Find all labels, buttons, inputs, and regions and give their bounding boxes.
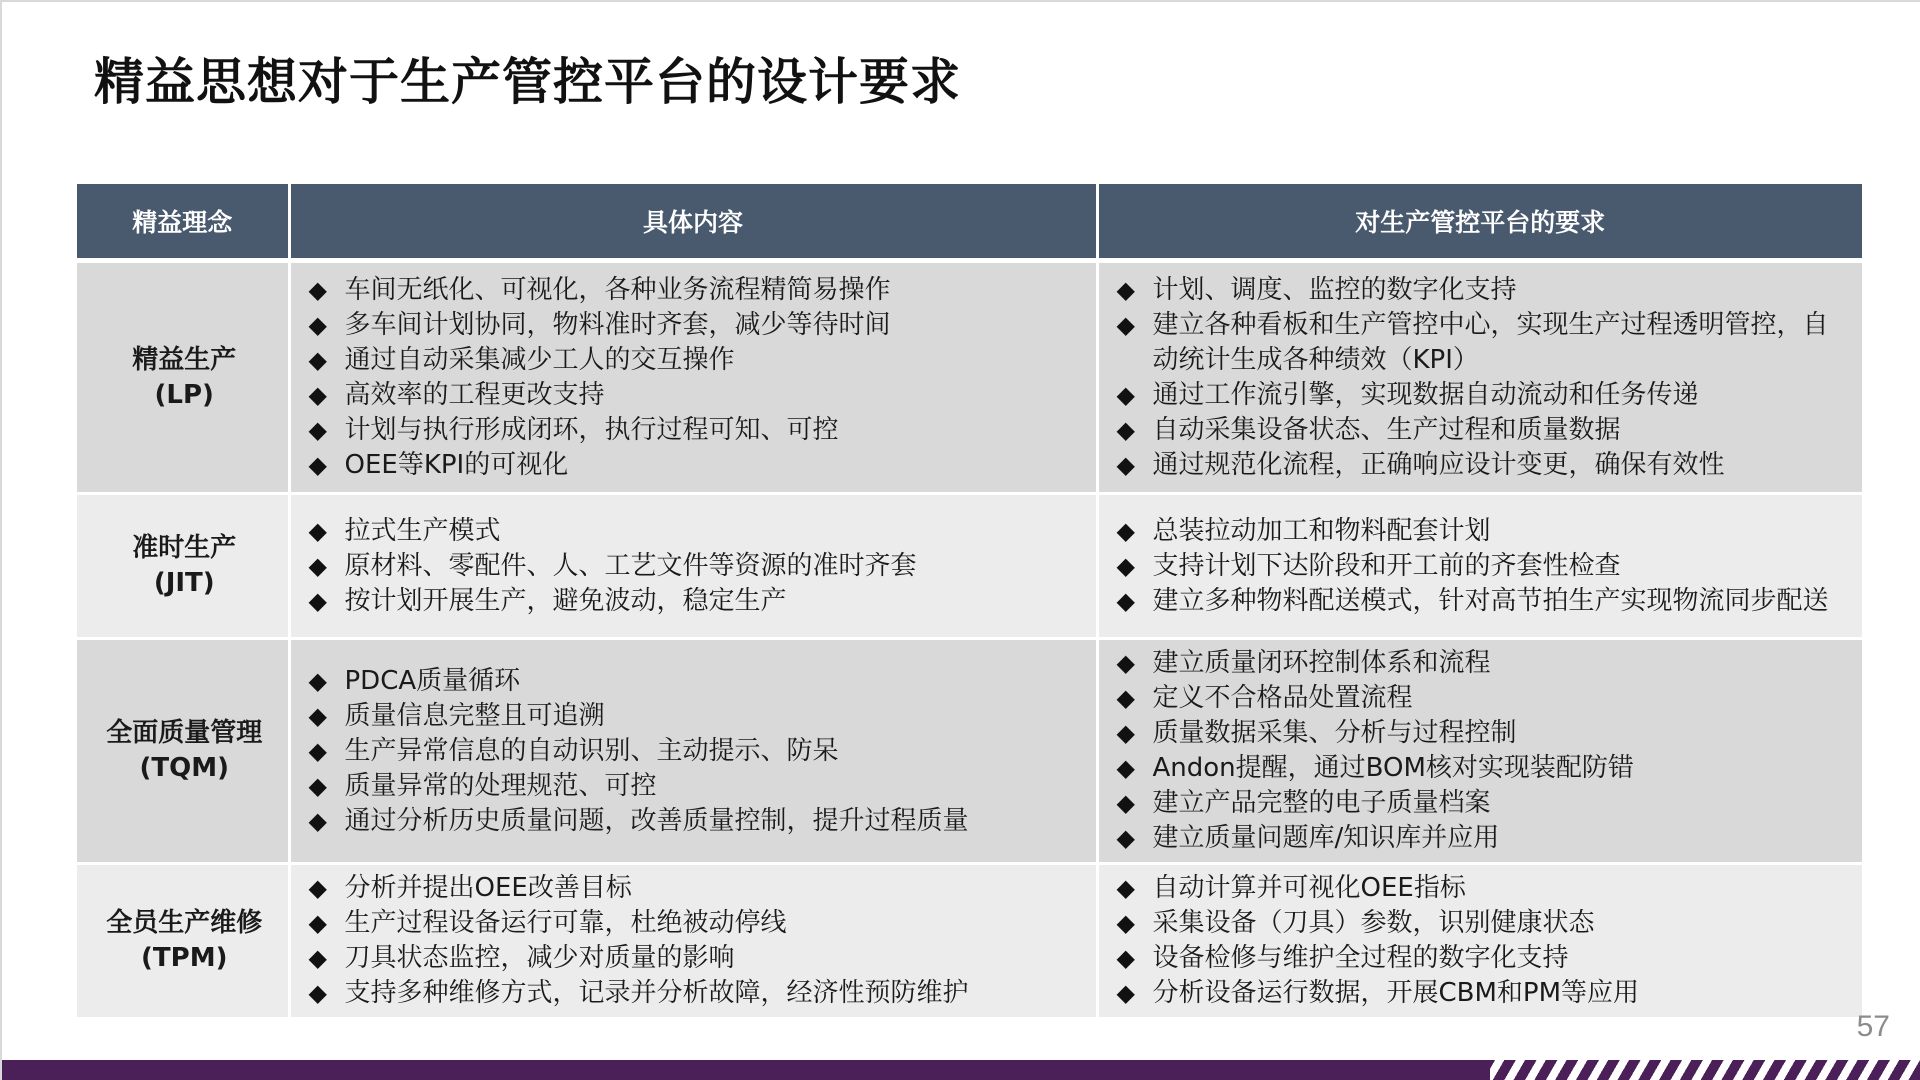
requirements-cell [1097, 639, 1862, 864]
list-item: ◆ 建立质量问题库/知识库并应用 [1117, 821, 1849, 856]
concept-abbr: (TQM) [139, 753, 229, 783]
content-cell [289, 639, 1097, 864]
list-item: ◆ 通过分析历史质量问题，改善质量控制，提升过程质量 [309, 804, 1082, 839]
concept-abbr: (TPM) [141, 943, 228, 973]
table-row-tpm [77, 864, 1862, 1019]
list-item: ◆ 分析并提出OEE改善目标 [309, 871, 1082, 906]
concept-name: 全面质量管理 [106, 718, 263, 748]
content-cell [289, 494, 1097, 639]
content-list [309, 664, 1082, 839]
list-item: ◆ 建立质量闭环控制体系和流程 [1117, 646, 1849, 681]
concept-cell [77, 261, 289, 494]
list-item: ◆ 通过规范化流程，正确响应设计变更，确保有效性 [1117, 448, 1849, 483]
list-item: ◆ PDCA质量循环 [309, 664, 1082, 699]
slide-title: 精益思想对于生产管控平台的设计要求 [94, 53, 961, 111]
list-item: ◆ 建立多种物料配送模式，针对高节拍生产实现物流同步配送 [1117, 584, 1849, 619]
concept-cell [77, 494, 289, 639]
list-item: ◆ 质量异常的处理规范、可控 [309, 769, 1082, 804]
table-row-lp [77, 261, 1862, 494]
requirements-list [1117, 514, 1849, 619]
requirements-list [1117, 871, 1849, 1011]
requirements-cell [1097, 494, 1862, 639]
list-item: ◆ 质量数据采集、分析与过程控制 [1117, 716, 1849, 751]
content-list [309, 514, 1082, 619]
header-requirements: 对生产管控平台的要求 [1097, 184, 1862, 261]
content-cell [289, 864, 1097, 1019]
list-item: ◆ 定义不合格品处置流程 [1117, 681, 1849, 716]
list-item: ◆ Andon提醒，通过BOM核对实现装配防错 [1117, 751, 1849, 786]
list-item: ◆ 按计划开展生产，避免波动，稳定生产 [309, 584, 1082, 619]
list-item: ◆ 设备检修与维护全过程的数字化支持 [1117, 941, 1849, 976]
list-item: ◆ 多车间计划协同，物料准时齐套，减少等待时间 [309, 308, 1082, 343]
content-list [309, 871, 1082, 1011]
list-item: ◆ 质量信息完整且可追溯 [309, 699, 1082, 734]
lean-requirements-table [77, 184, 1862, 1020]
list-item: ◆ 总装拉动加工和物料配套计划 [1117, 514, 1849, 549]
page-number: 57 [1856, 1010, 1890, 1043]
list-item: ◆ 通过自动采集减少工人的交互操作 [309, 343, 1082, 378]
list-item: ◆ 原材料、零配件、人、工艺文件等资源的准时齐套 [309, 549, 1082, 584]
requirements-cell [1097, 261, 1862, 494]
list-item: ◆ 计划、调度、监控的数字化支持 [1117, 273, 1849, 308]
requirements-cell [1097, 864, 1862, 1019]
concept-cell [77, 639, 289, 864]
concept-abbr: (LP) [154, 379, 214, 410]
list-item: ◆ 通过工作流引擎，实现数据自动流动和任务传递 [1117, 378, 1849, 413]
list-item: ◆ 高效率的工程更改支持 [309, 378, 1082, 413]
concept-abbr: (JIT) [153, 568, 215, 598]
table-row-jit [77, 494, 1862, 639]
content-cell [289, 261, 1097, 494]
concept-name: 全员生产维修 [106, 908, 263, 938]
list-item: ◆ 支持计划下达阶段和开工前的齐套性检查 [1117, 549, 1849, 584]
list-item: ◆ 车间无纸化、可视化，各种业务流程精简易操作 [309, 273, 1082, 308]
list-item: ◆ OEE等KPI的可视化 [309, 448, 1082, 483]
table-header-row [77, 184, 1862, 261]
list-item: ◆ 分析设备运行数据，开展CBM和PM等应用 [1117, 976, 1849, 1011]
list-item: ◆ 采集设备（刀具）参数，识别健康状态 [1117, 906, 1849, 941]
list-item: ◆ 建立产品完整的电子质量档案 [1117, 786, 1849, 821]
requirements-list [1117, 646, 1849, 856]
concept-name: 准时生产 [132, 533, 237, 563]
list-item: ◆ 自动采集设备状态、生产过程和质量数据 [1117, 413, 1849, 448]
list-item: ◆ 拉式生产模式 [309, 514, 1082, 549]
list-item: ◆ 生产异常信息的自动识别、主动提示、防呆 [309, 734, 1082, 769]
list-item: ◆ 生产过程设备运行可靠，杜绝被动停线 [309, 906, 1082, 941]
list-item: ◆ 刀具状态监控，减少对质量的影响 [309, 941, 1082, 976]
list-item: ◆ 建立各种看板和生产管控中心，实现生产过程透明管控，自动统计生成各种绩效（KPI） [1117, 308, 1849, 378]
requirements-list [1117, 273, 1849, 483]
footer-stripes [1490, 1060, 1920, 1080]
list-item: ◆ 自动计算并可视化OEE指标 [1117, 871, 1849, 906]
concept-name: 精益生产 [132, 344, 237, 375]
table-row-tqm [77, 639, 1862, 864]
list-item: ◆ 计划与执行形成闭环，执行过程可知、可控 [309, 413, 1082, 448]
header-concept: 精益理念 [77, 184, 289, 261]
header-content: 具体内容 [289, 184, 1097, 261]
list-item: ◆ 支持多种维修方式，记录并分析故障，经济性预防维护 [309, 976, 1082, 1011]
concept-cell [77, 864, 289, 1019]
content-list [309, 273, 1082, 483]
